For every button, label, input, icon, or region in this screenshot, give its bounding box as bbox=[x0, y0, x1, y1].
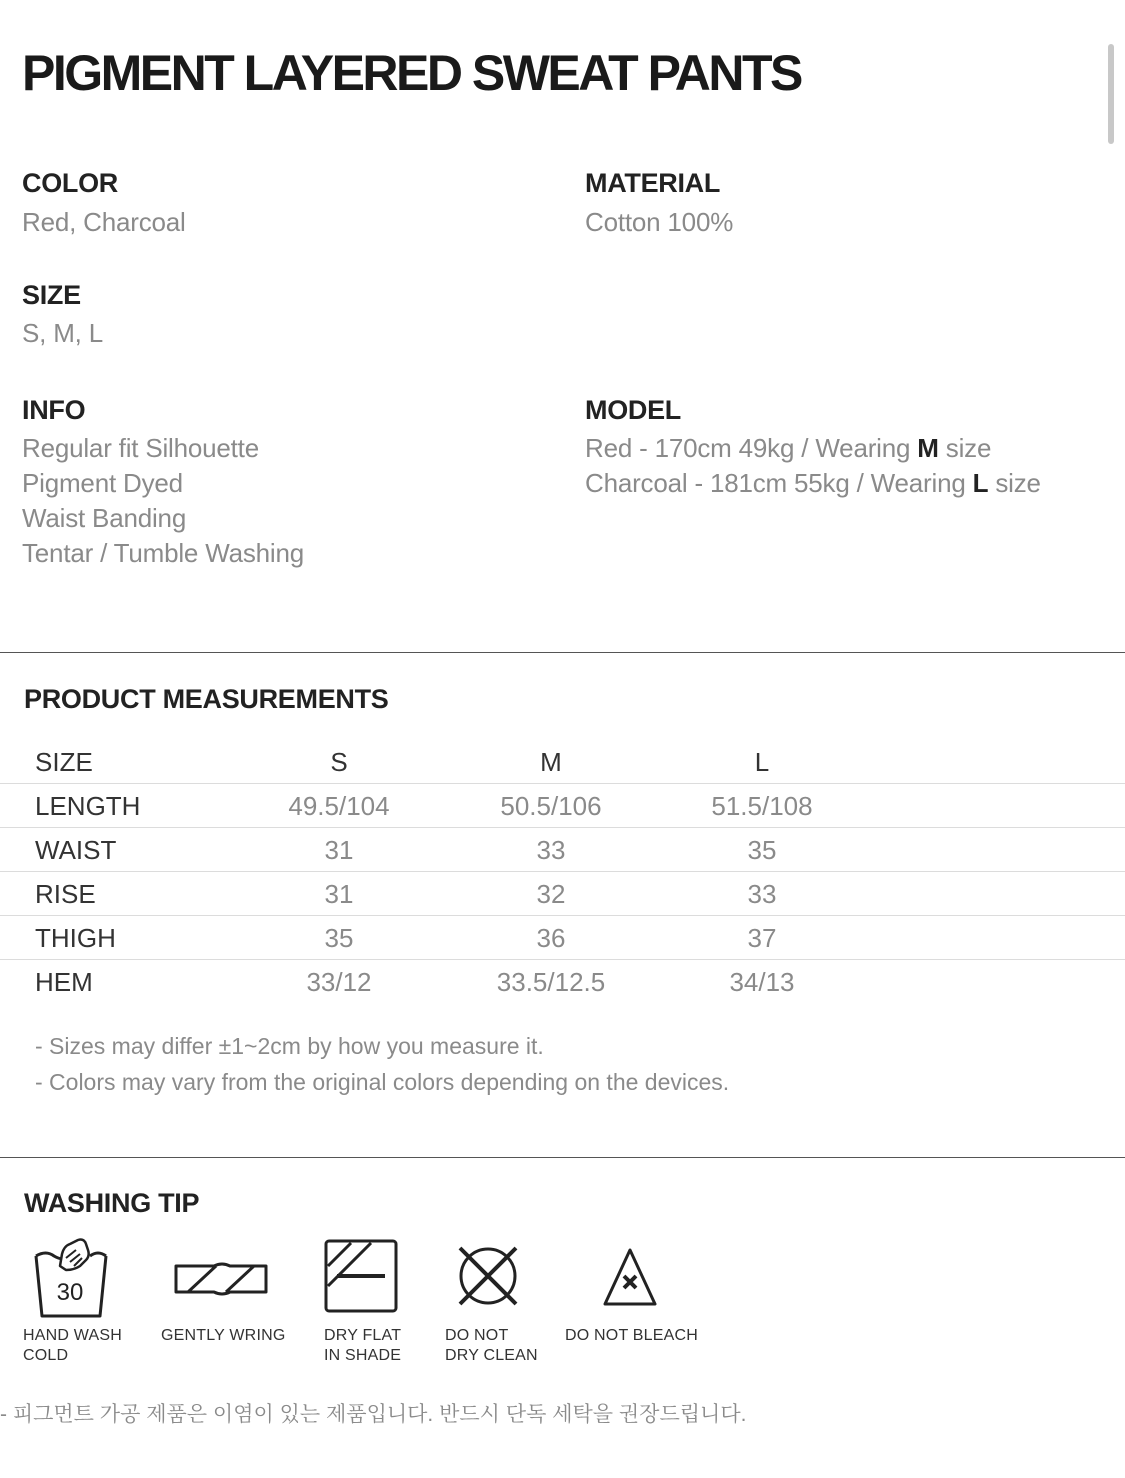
table-cell: 49.5/104 bbox=[288, 791, 390, 821]
table-header-row bbox=[0, 740, 1125, 784]
material-value: Cotton 100% bbox=[585, 207, 734, 237]
table-header-cell: L bbox=[754, 747, 770, 777]
row-label: HEM bbox=[35, 967, 93, 997]
table-cell: 35 bbox=[747, 835, 777, 865]
table-row bbox=[0, 828, 1125, 872]
korean-notice: - 피그먼트 가공 제품은 이염이 있는 제품입니다. 반드시 단독 세탁을 권장드립니다. bbox=[0, 1403, 747, 1426]
model-size-l: L bbox=[972, 468, 989, 498]
note-line: - Colors may vary from the original colors depending on the devices. bbox=[35, 1069, 730, 1095]
section-divider bbox=[0, 652, 1125, 653]
table-header-cell: SIZE bbox=[35, 747, 93, 777]
dry-flat-shade-icon bbox=[323, 1236, 399, 1316]
scrollbar[interactable] bbox=[1108, 44, 1114, 144]
table-cell: 33.5/12.5 bbox=[496, 967, 606, 997]
model-size-m: M bbox=[917, 433, 939, 463]
gently-wring-icon bbox=[172, 1236, 270, 1320]
model-line-charcoal: Charcoal - 181cm 55kg / Wearing L size bbox=[585, 468, 1041, 498]
table-row bbox=[0, 872, 1125, 916]
info-line: Tentar / Tumble Washing bbox=[22, 538, 305, 568]
table-cell: 36 bbox=[536, 923, 566, 953]
table-cell: 32 bbox=[536, 879, 566, 909]
wash-label-hand-wash: HAND WASH COLD bbox=[23, 1327, 122, 1364]
table-cell: 51.5/108 bbox=[711, 791, 813, 821]
color-label: COLOR bbox=[22, 168, 118, 198]
product-title: PIGMENT LAYERED SWEAT PANTS bbox=[22, 45, 801, 101]
wash-label-no-bleach: DO NOT BLEACH bbox=[565, 1327, 698, 1344]
wash-label-gently-wring: GENTLY WRING bbox=[161, 1327, 286, 1344]
no-dry-clean-icon bbox=[452, 1236, 524, 1316]
wash-label-dry-clean: DO NOT DRY CLEAN bbox=[445, 1327, 538, 1364]
info-list bbox=[22, 431, 304, 571]
row-label: WAIST bbox=[35, 835, 117, 865]
no-bleach-icon bbox=[600, 1236, 660, 1316]
table-header-cell: M bbox=[540, 747, 562, 777]
table-row bbox=[0, 784, 1125, 828]
measurement-notes bbox=[35, 1028, 729, 1100]
note-line: - Sizes may differ ±1~2cm by how you measure it. bbox=[35, 1033, 544, 1059]
size-value: S, M, L bbox=[22, 318, 103, 348]
washing-title: WASHING TIP bbox=[24, 1188, 200, 1218]
table-cell: 50.5/106 bbox=[500, 791, 602, 821]
info-line: Waist Banding bbox=[22, 503, 187, 533]
model-list bbox=[585, 431, 1041, 501]
row-label: THIGH bbox=[35, 923, 116, 953]
table-cell: 34/13 bbox=[729, 967, 795, 997]
table-cell: 33 bbox=[747, 879, 777, 909]
table-row bbox=[0, 960, 1125, 1004]
table-cell: 31 bbox=[324, 835, 354, 865]
section-divider bbox=[0, 1157, 1125, 1158]
color-value: Red, Charcoal bbox=[22, 207, 186, 237]
svg-text:30: 30 bbox=[56, 1279, 84, 1306]
table-cell: 33 bbox=[536, 835, 566, 865]
info-line: Regular fit Silhouette bbox=[22, 433, 259, 463]
size-label: SIZE bbox=[22, 280, 81, 310]
row-label: LENGTH bbox=[35, 791, 141, 821]
table-header-cell: S bbox=[330, 747, 348, 777]
wash-label-dry-flat: DRY FLAT IN SHADE bbox=[324, 1327, 402, 1364]
info-label: INFO bbox=[22, 395, 86, 425]
measurements-title: PRODUCT MEASUREMENTS bbox=[24, 684, 389, 714]
model-label: MODEL bbox=[585, 395, 681, 425]
info-line: Pigment Dyed bbox=[22, 468, 183, 498]
table-row bbox=[0, 916, 1125, 960]
hand-wash-30-icon bbox=[32, 1236, 112, 1320]
table-cell: 35 bbox=[324, 923, 354, 953]
table-cell: 33/12 bbox=[306, 967, 372, 997]
table-cell: 37 bbox=[747, 923, 777, 953]
material-label: MATERIAL bbox=[585, 168, 721, 198]
table-cell: 31 bbox=[324, 879, 354, 909]
row-label: RISE bbox=[35, 879, 96, 909]
model-line-red: Red - 170cm 49kg / Wearing M size bbox=[585, 433, 992, 463]
measurement-table bbox=[0, 740, 1125, 1004]
